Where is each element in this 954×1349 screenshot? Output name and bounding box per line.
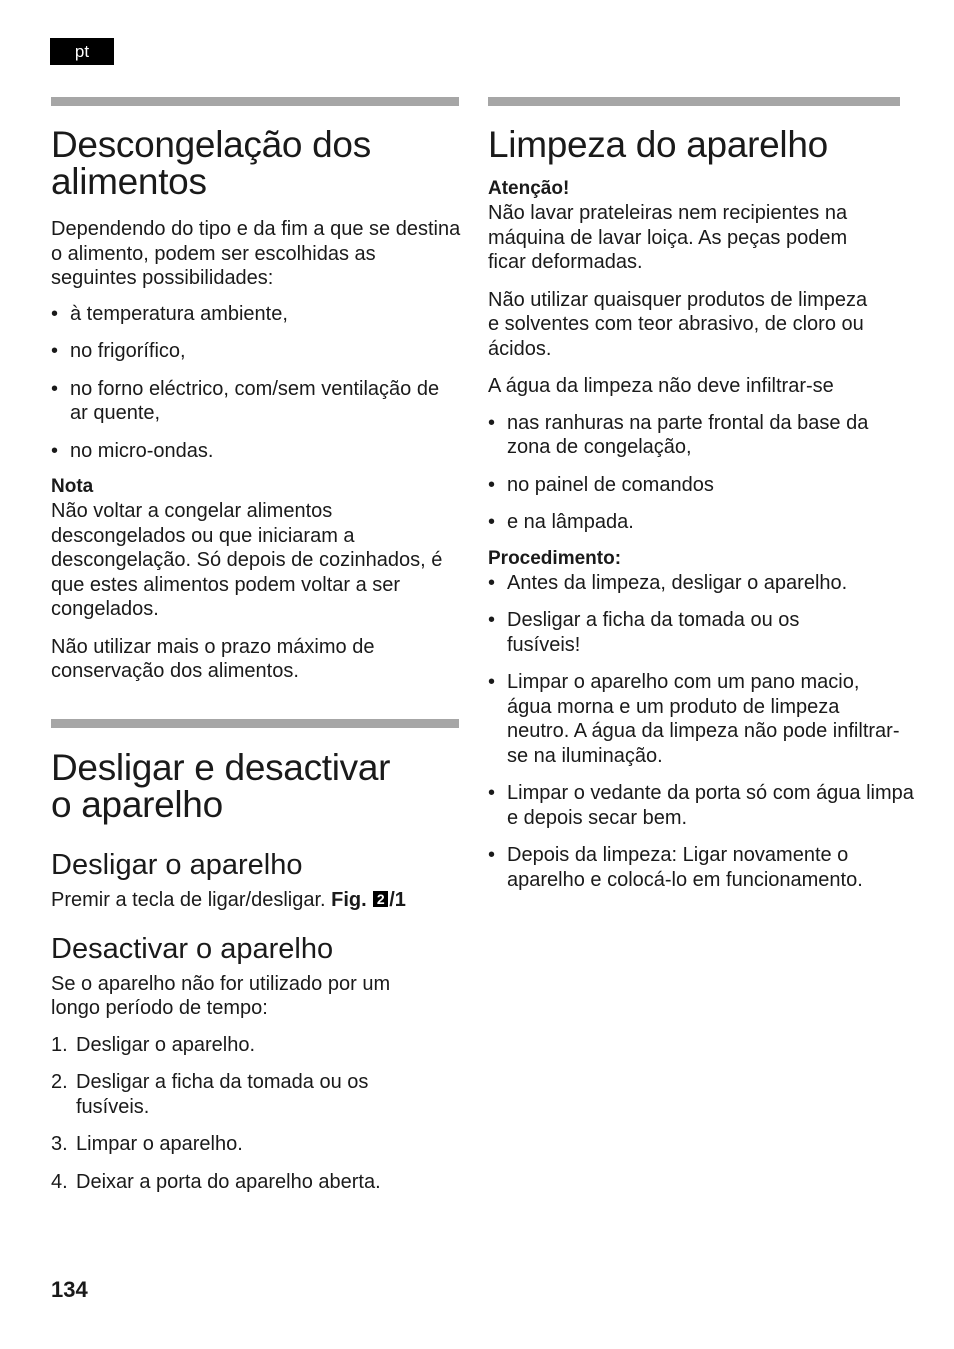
list-item: • Depois da limpeza: Ligar novamente o aparelho e colocá-lo em funcionamento. <box>488 844 863 891</box>
section-title-switch-off: Desligar e desactivar o aparelho <box>51 747 391 825</box>
section-title-cleaning: Limpeza do aparelho <box>488 124 828 165</box>
procedure-label: Procedimento: <box>488 547 622 569</box>
section-thawing <box>51 97 459 684</box>
procedure-steps-list <box>488 571 914 893</box>
section-cleaning <box>488 97 914 892</box>
note-text: Não voltar a congelar alimentos descongelados ou que iniciaram a descongelação. Só depois de cozinhados, é que estes alimentos podem voltar a ser congelados. <box>51 500 443 620</box>
list-item: • e na lâmpada. <box>488 511 634 533</box>
list-item: 2. Desligar a ficha da tomada ou os fusíveis. <box>51 1071 369 1118</box>
list-item: • no forno eléctrico, com/sem ventilação de ar quente, <box>51 377 440 424</box>
section-rule <box>51 97 459 106</box>
thawing-options-list <box>51 302 459 464</box>
list-item: • no painel de comandos <box>488 473 714 496</box>
switch-off-instruction: Premir a tecla de ligar/desligar. Fig. 2 /1 <box>51 889 406 911</box>
deactivate-intro: Se o aparelho não for utilizado por um longo período de tempo: <box>51 972 391 1019</box>
list-item: • Antes da limpeza, desligar o aparelho. <box>488 571 848 594</box>
list-item: • Desligar a ficha da tomada ou os fusíveis! <box>488 609 800 656</box>
list-item: • nas ranhuras na parte frontal da base da zona de congelação, <box>488 411 869 458</box>
shelf-life-text: Não utilizar mais o prazo máximo de conservação dos alimentos. <box>51 635 375 682</box>
figure-reference: Fig. 2 /1 <box>331 889 406 911</box>
note-label: Nota <box>51 476 94 497</box>
water-intro: A água da limpeza não deve infiltrar-se <box>488 375 834 397</box>
list-item: • Limpar o vedante da porta só com água limpa e depois secar bem. <box>488 782 914 829</box>
list-item: 1. Desligar o aparelho. <box>51 1033 255 1056</box>
attention-label: Atenção! <box>488 178 570 199</box>
section-rule <box>488 97 900 106</box>
section-switch-off <box>51 719 459 1194</box>
chemicals-warning: Não utilizar quaisquer produtos de limpeza e solventes com teor abrasivo, de cloro ou ácidos. <box>488 288 868 360</box>
deactivate-steps-list <box>51 1033 459 1195</box>
list-item: 3. Limpar o aparelho. <box>51 1133 243 1155</box>
page-number: 134 <box>51 1277 88 1302</box>
language-tag: pt <box>50 38 114 65</box>
list-item: • no frigorífico, <box>51 340 186 362</box>
list-item: • no micro-ondas. <box>51 439 214 462</box>
list-item: 4. Deixar a porta do aparelho aberta. <box>51 1170 381 1193</box>
attention-text: Não lavar prateleiras nem recipientes na máquina de lavar loiça. As peças podem ficar deformadas. <box>488 202 848 273</box>
section-title-thawing: Descongelação dos alimentos <box>51 124 371 202</box>
subsection-title-off: Desligar o aparelho <box>51 849 303 881</box>
list-item: • Limpar o aparelho com um pano macio, água morna e um produto de limpeza neutro. A água da limpeza não pode infiltrar-se na iluminação. <box>488 671 900 767</box>
list-item: • à temperatura ambiente, <box>51 302 288 325</box>
water-places-list <box>488 411 900 535</box>
section-rule <box>51 719 459 728</box>
thawing-intro: Dependendo do tipo e da fim a que se destina o alimento, podem ser escolhidas as seguintes possibilidades: <box>51 218 461 289</box>
subsection-title-deactivate: Desactivar o aparelho <box>51 932 334 965</box>
